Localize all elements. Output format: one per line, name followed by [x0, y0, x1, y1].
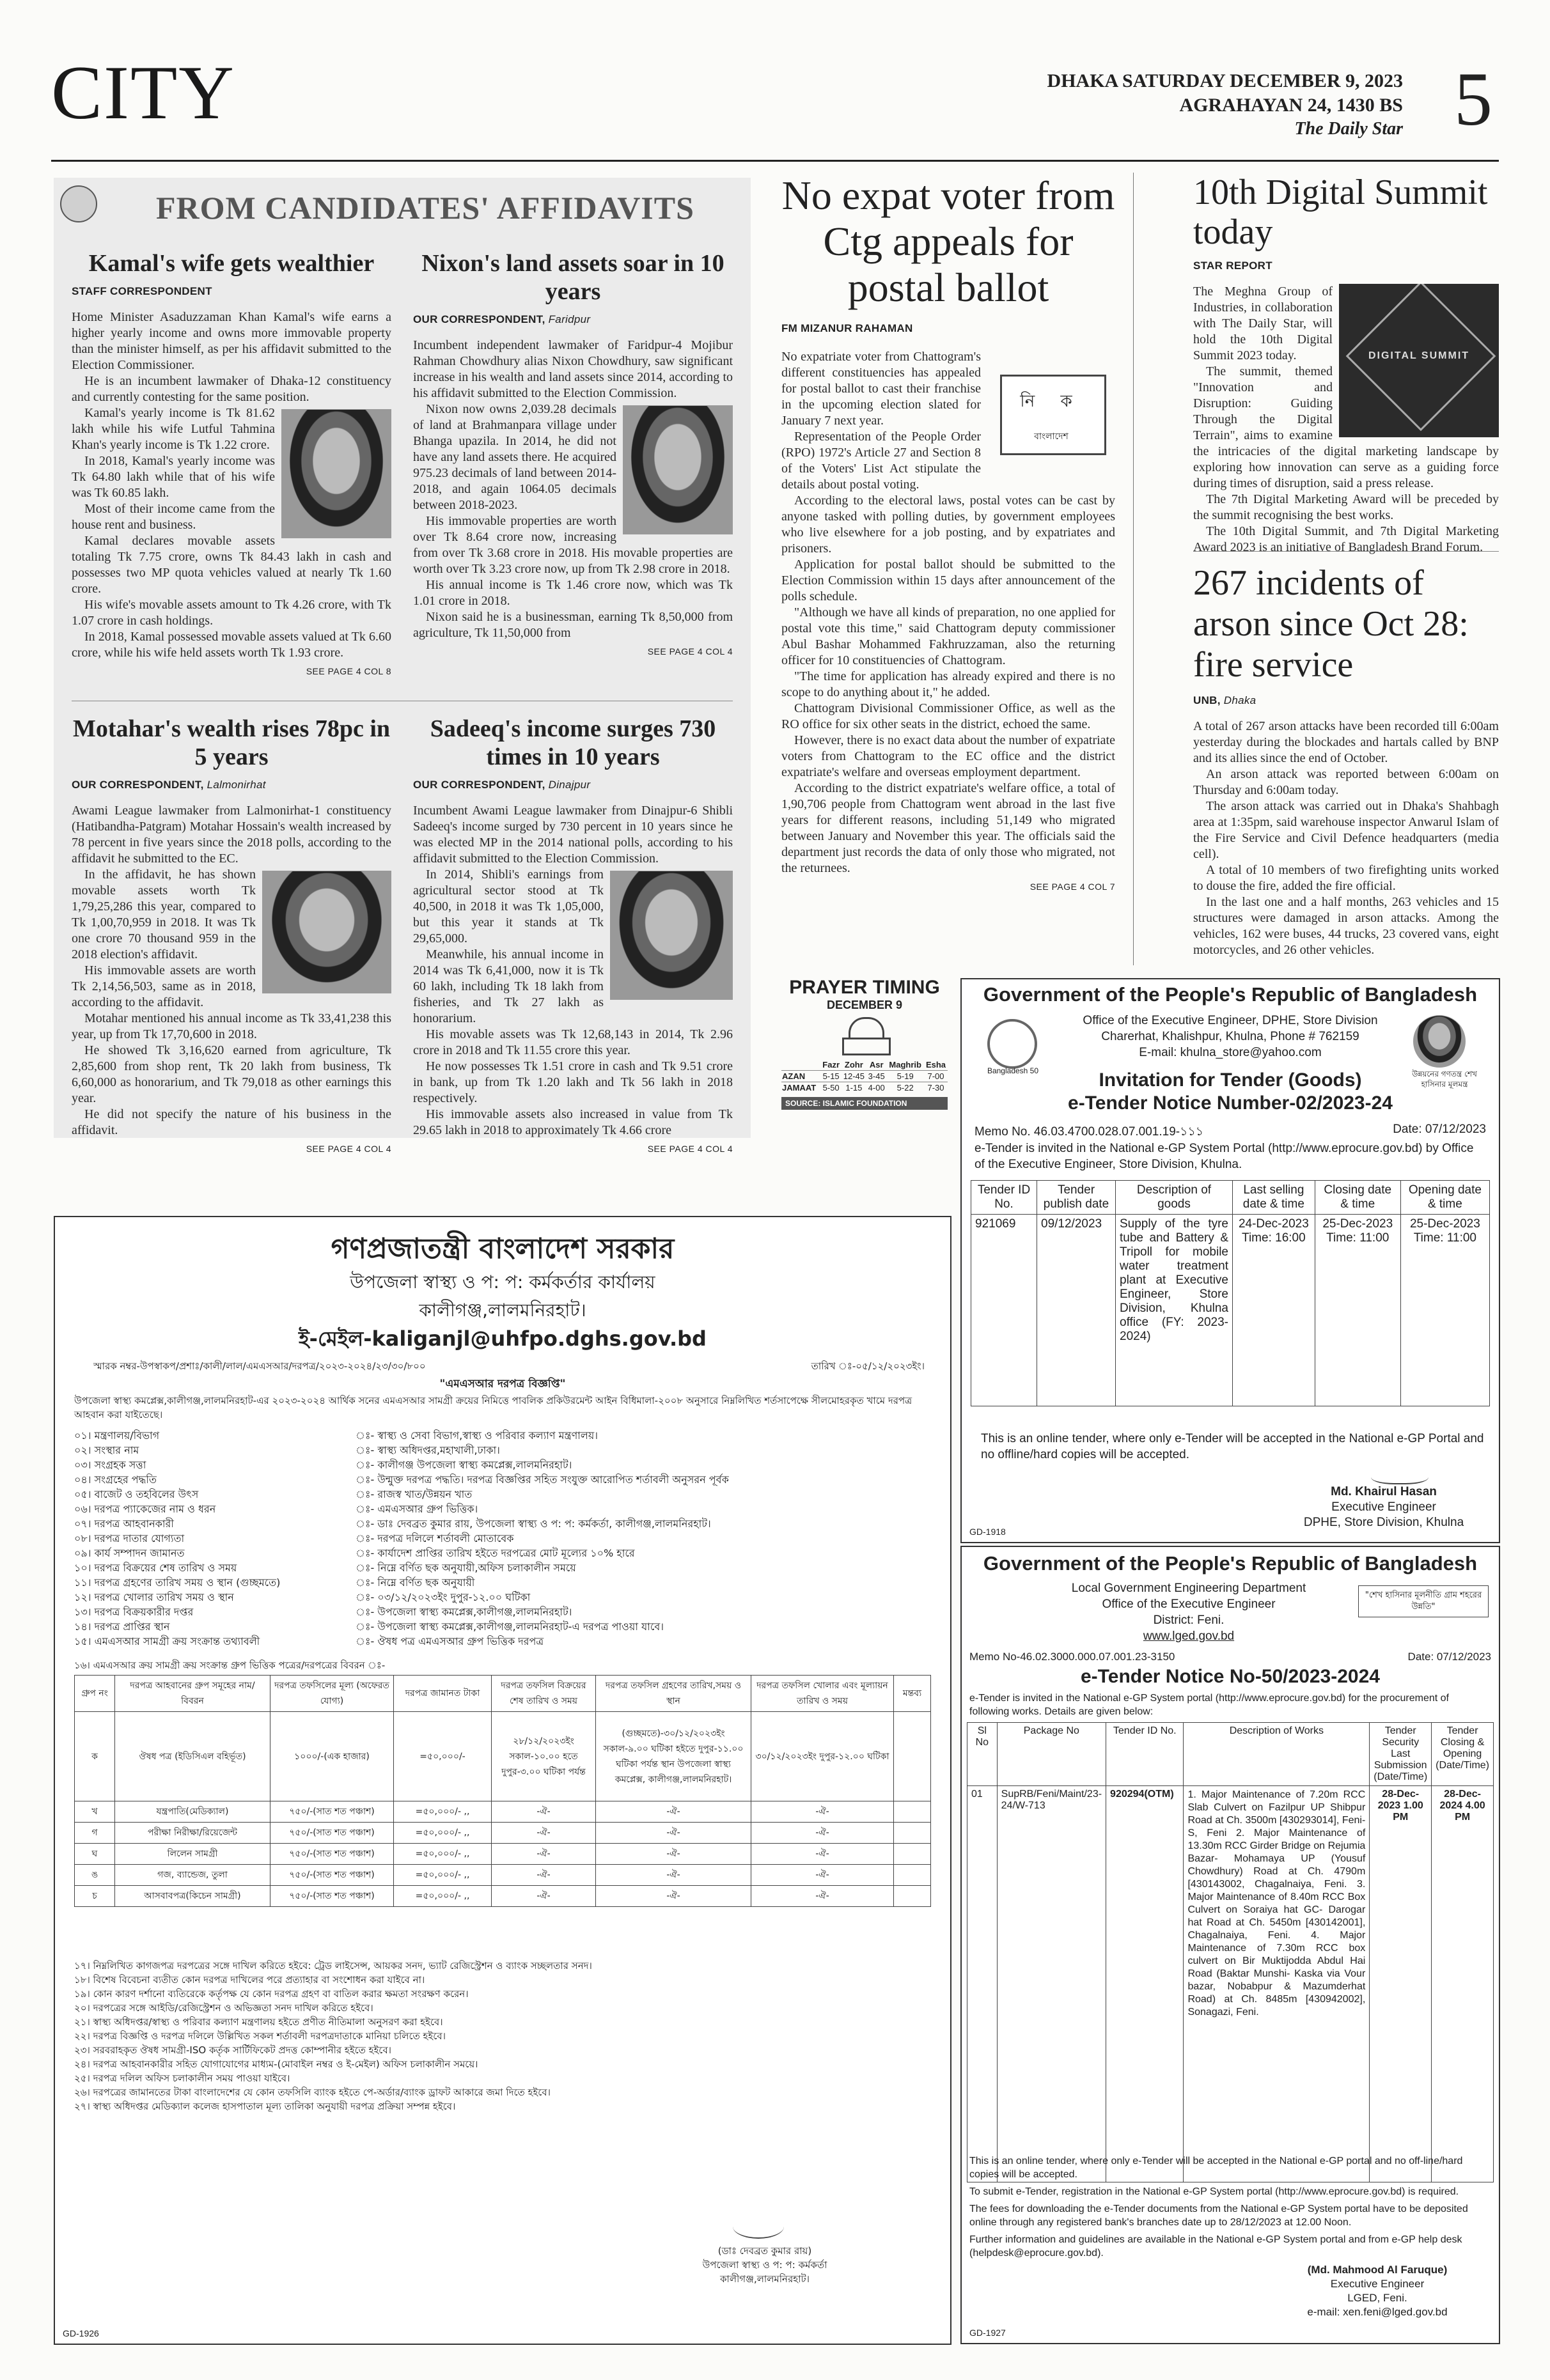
col-header: Closing date & time — [1315, 1181, 1400, 1215]
para: In the affidavit, he has shown movable assets worth Tk 1,79,25,286 this year, compared to Tk 1,00,70,959 in 2018. It was Tk one crore 70 thousand 959 in the 2018 election's affidavit. — [72, 867, 256, 961]
item-row: ০৭। দরপত্র আহবানকারী ঃ- ডাঃ দেবব্রত কুমার রায়, উপজেলা স্বাস্থ্য ও প: প: কর্মকর্তা, কালীগঞ্জ,লালমনিরহাট। — [74, 1518, 711, 1530]
para: Awami League lawmaker from Lalmonirhat-1 constituency (Hatibandha-Patgram) Motahar Hossain's wealth increased by 78 percent in five years since the 2018 polls, according to the affidavit he submitted to the EC. — [72, 804, 391, 866]
notice-title: Invitation for Tender (Goods) e-Tender Notice Number-02/2023-24 — [1068, 1069, 1393, 1114]
col-header: Tender ID No. — [1106, 1723, 1184, 1786]
para: Representation of the People Order (RPO) 1972's Article 27 and Section 8 of the Voters' List Act stipulate the details about postal voting. — [781, 430, 981, 492]
tender-cell: Supply of the tyre tube and Battery & Tripoll for mobile water treatment plant at Executive Engineer, Store Division, Khulna office (FY: 2023-2024) — [1116, 1215, 1233, 1406]
jamaat-time: 1-15 — [845, 1083, 863, 1093]
tender-table — [967, 1722, 1494, 2182]
col-header: দরপত্র তফসিল খোলার এবং মূল্যায়ন তারিখ ও সময় — [751, 1676, 894, 1712]
page-number: 5 — [1454, 56, 1492, 141]
prayer-title: PRAYER TIMING — [789, 977, 940, 998]
col-header: দরপত্র তফসিলের মূল্য (অফেরত যোগ্য) — [270, 1676, 394, 1712]
election-commission-logo — [60, 185, 97, 222]
tender-cell: SupRB/Feni/Maint/23-24/W-713 — [997, 1786, 1106, 2182]
col-header: Tender publish date — [1037, 1181, 1116, 1215]
table-row: ঘ লিলেন সামগ্রী ৭৫০/-(সাত শত পঞ্চাশ) =৫০,০০০/- ,, -ঐ- -ঐ- -ঐ- — [75, 1844, 931, 1865]
headline: No expat voter from Ctg appeals for postal ballot — [781, 173, 1115, 310]
para: In 2018, Kamal's yearly income was Tk 64.80 lakh while that of his wife was Tk 60.85 lakh. — [72, 454, 275, 500]
photo-kamal — [281, 409, 391, 538]
table-row: ঙ গজ, ব্যান্ডেজ, তুলা ৭৫০/-(সাত শত পঞ্চাশ) =৫০,০০০/- ,, -ঐ- -ঐ- -ঐ- — [75, 1865, 931, 1886]
bangla-date: AGRAHAYAN 24, 1430 BS — [1179, 95, 1403, 116]
byline: FM MIZANUR RAHAMAN — [781, 322, 913, 334]
para: Kamal declares movable assets totaling Tk 7.75 crore, owns Tk 84.43 lakh in cash and possesses two MP quota vehicles valued at nearly Tk 1.60 crore. — [72, 534, 391, 596]
para: No expatriate voter from Chattogram's different constituencies has appealed for postal ballot to cast their franchise in the upcoming election slated for January 7 next year. — [781, 350, 981, 428]
col-header: দরপত্র তফসিল বিক্রয়ের শেষ তারিখ ও সময় — [492, 1676, 596, 1712]
para: Nixon said he is a businessman, earning Tk 8,50,000 from agriculture, Tk 11,50,000 from — [413, 610, 733, 640]
col-header: Tender Security Last Submission (Date/Time) — [1370, 1723, 1432, 1786]
azan-time: 3-45 — [868, 1071, 885, 1081]
col-header: Description of goods — [1116, 1181, 1233, 1215]
jump-line[interactable]: SEE PAGE 4 COL 4 — [306, 1144, 391, 1154]
article-sadeeq — [413, 715, 733, 1154]
note: ১৯। কোন কারণ দর্শানো ব্যতিরেকে কর্তৃপক্ষ যে কোন দরপত্র গ্রহণ বা বাতিল করার ক্ষমতা সংরক্ষণ করেন। — [74, 1988, 469, 2000]
note: ১৭। নিম্নলিখিত কাগজপত্র দরপত্রের সঙ্গে দাখিল করিতে হইবে: ট্রেড লাইসেন্স, আয়কর সনদ, ভ্যাট রেজিস্ট্রেশন ও ব্যাংক সচ্ছলতার সনদ। — [74, 1960, 592, 1972]
note: ২৫। দরপত্র দলিল অফিস চলাকালীন সময় পাওয়া যাইবে। — [74, 2073, 290, 2084]
byline: OUR CORRESPONDENT, Dinajpur — [413, 779, 591, 791]
para: Nixon now owns 2,039.28 decimals of land at Brahmanpara village under Bhanga upazila. In 2014, he did not have any land assets there. He acquired 975.23 decimals of land between 2014-2018, and again 1064.05 decimals between 2018-2023. — [413, 402, 616, 512]
para: The 10th Digital Summit, and 7th Digital Marketing Award 2023 is an initiative of Bangladesh Brand Forum. — [1193, 524, 1499, 554]
section-title: CITY — [51, 50, 235, 135]
ad-line: Local Government Engineering Department — [1071, 1582, 1306, 1595]
para: Application for postal ballot should be submitted to the Election Commission within 15 days after announcement of the polls schedule. — [781, 557, 1115, 603]
ad-line: উপজেলা স্বাস্থ্য ও প: প: কর্মকর্তার কার্যালয় — [350, 1272, 655, 1293]
byline: STAR REPORT — [1193, 260, 1272, 272]
jamaat-time: 4-00 — [868, 1083, 885, 1093]
item-row: ০৮। দরপত্র দাতার যোগ্যতা ঃ- দরপত্র দলিলে শর্তাবলী মোতাবেক — [74, 1532, 514, 1544]
ad-bangla-tender — [54, 1216, 951, 2345]
para: Incumbent Awami League lawmaker from Dinajpur-6 Shibli Sadeeq's income surged by 730 percent in 10 years since he was elected MP in the 2014 national polls, according to his affidavit submitted to the Election Commission. — [413, 804, 733, 866]
item-row: ০৪। সংগ্রহের পদ্ধতি ঃ- উন্মুক্ত দরপত্র পদ্ধতি। দরপত্র বিজ্ঞপ্তির সহিত সংযুক্ত আরোপিত শর্তাবলী অনুসরন পূর্বক — [74, 1474, 729, 1486]
para: Meanwhile, his annual income in 2014 was Tk 6,41,000, now it is Tk 60 lakh, including Tk 18 lakh from fisheries, and Tk 27 lakh as honorarium. — [413, 947, 604, 1025]
item-row: ০৯। কার্য সম্পাদন জামানত ঃ- কার্যাদেশ প্রাপ্তির তারিখ হইতে দরপত্রের মোট মূল্যের ১০% হারে — [74, 1547, 635, 1559]
col-header: Description of Works — [1184, 1723, 1370, 1786]
para: Incumbent independent lawmaker of Faridpur-4 Mojibur Rahman Chowdhury alias Nixon Chowdhury, saw significant increase in his wealth and land assets since 2014, according to his affidavit submitted to the Election Commission. — [413, 338, 733, 400]
ad-code: GD-1918 — [969, 1527, 1006, 1537]
photo-nixon — [623, 405, 733, 534]
note: ১৮। বিশেষ বিবেচনা ব্যতীত কোন দরপত্র দাখিলের পরে প্রত্যাহার বা সংশোধন করা যাইবে না। — [74, 1974, 425, 1986]
prayer-timing-box — [781, 977, 948, 1143]
memo-number: স্মারক নম্বর-উপস্বাকপ/প্রশাঃ/কালী/লাল/এমএসআর/দরপত্র/২০২৩-২০২৪/২৩/৩০/৮০০ — [93, 1360, 426, 1372]
ballot-box-label: বাংলাদেশ — [1034, 432, 1069, 442]
notice-title: e-Tender Notice No-50/2023-2024 — [1081, 1666, 1380, 1687]
jamaat-time: 5-22 — [896, 1083, 914, 1093]
ad-dphe-tender — [960, 978, 1500, 1543]
tender-intro: e-Tender is invited in the National e-GP System Portal (http://www.eprocure.gov.bd) by Office of the Executive Engineer, Store Division, Khulna. — [975, 1142, 1474, 1171]
headline: Nixon's land assets soar in 10 years — [421, 250, 724, 305]
para: Most of their income came from the house rent and business. — [72, 502, 275, 532]
signer-name: Md. Khairul Hasan — [1331, 1485, 1437, 1498]
memo-number: Memo No. 46.03.4700.028.07.001.19-১১১ — [975, 1125, 1204, 1139]
col-header: Tender Closing & Opening (Date/Time) — [1432, 1723, 1494, 1786]
note: ২৪। দরপত্র আহবানকারীর সহিত যোগাযোগের মাধ্যম-(মোবাইল নম্বর ও ই-মেইল) অফিস চলাকালীন সময়ে। — [74, 2058, 478, 2070]
item-row: ০৬। দরপত্র প্যাকেজের নাম ও ধরন ঃ- এমএসআর গ্রুপ ভিত্তিক। — [74, 1503, 478, 1515]
jamaat-time: 5-50 — [822, 1083, 840, 1093]
para: "The time for application has already expired and there is no scope to do anything about it," he added. — [781, 669, 1115, 699]
item-row: ১৫। এমএসআর সামগ্রী ক্রয় সংক্রান্ত তথ্যাবলী ঃ- ঔষধ পত্র এমএসআর গ্রুপ ভিত্তিক দরপত্র — [74, 1635, 544, 1647]
azan-time: 5-15 — [822, 1071, 840, 1081]
tender-cell: 28-Dec-2023 1.00 PM — [1370, 1786, 1432, 2182]
memo-date: Date: 07/12/2023 — [1393, 1123, 1486, 1136]
para: He now possesses Tk 1.51 crore in cash and Tk 9.51 crore in bank, up from Tk 1.20 lakh and Tk 56 lakh in 2018 respectively. — [413, 1059, 733, 1105]
prayer-table — [781, 1059, 948, 1093]
summit-poster — [1339, 284, 1499, 437]
col-header: গ্রুপ নং — [75, 1676, 115, 1712]
article-expat-voter — [781, 173, 1115, 892]
jamaat-label: JAMAAT — [782, 1083, 817, 1093]
para: His wife's movable assets amount to Tk 4.26 crore, with Tk 1.07 crore in cash holdings. — [72, 598, 391, 628]
col-header: Sl No — [967, 1723, 998, 1786]
col-header: দরপত্র জামানত টাকা — [394, 1676, 492, 1712]
prayer-source: SOURCE: ISLAMIC FOUNDATION — [781, 1097, 948, 1110]
note: ২১। স্বাস্থ্য অধিদপ্তর/স্বাস্থ্য ও পরিবার কল্যাণ মন্ত্রণালয় হইতে প্রণীত নীতিমালা অনুসরণ করা হইবে। — [74, 2016, 443, 2028]
article-kamal — [72, 249, 391, 676]
azan-time: 5-19 — [896, 1071, 914, 1081]
tender-cell: 28-Dec-2024 4.00 PM — [1432, 1786, 1494, 2182]
headline: 10th Digital Summit today — [1193, 173, 1488, 252]
para: He is an incumbent lawmaker of Dhaka-12 constituency and currently contesting for the same position. — [72, 374, 391, 404]
ad-intro: উপজেলা স্বাস্থ্য কমপ্লেক্স,কালীগঞ্জ,লালমনিরহাট-এর ২০২৩-২০২৪ আর্থিক সনের এমএসআর সামগ্রী ক্রয়ের নিমিত্তে পাবলিক প্রকিউরমেন্ট আইন বিধিমালা-২০০৮ অনুসারে নিম্নলিখিত শর্তসাপেক্ষে সীলমোহরকৃত খামে দরপত্র আহবান করা যাইতেছে। — [74, 1395, 912, 1420]
para: The Meghna Group of Industries, in collaboration with The Daily Star, will hold the 10th Digital Summit 2023 today. — [1193, 284, 1333, 362]
website-link[interactable]: www.lged.gov.bd — [1143, 1629, 1235, 1643]
para: A total of 267 arson attacks have been recorded till 6:00am yesterday during the blockades and hartals called by BNP and its allies since the end of October. — [1193, 719, 1499, 765]
jump-line[interactable]: SEE PAGE 4 COL 4 — [647, 646, 733, 657]
azan-time: 12-45 — [843, 1071, 865, 1081]
ad-lged-tender — [960, 1546, 1500, 2344]
ballot-box-graphic — [987, 349, 1115, 477]
signature — [733, 2214, 784, 2239]
para: Home Minister Asaduzzaman Khan Kamal's wife earns a higher yearly income and owns more immovable property than the minister himself, as per his affidavit submitted to the Election Commissioner. — [72, 310, 391, 372]
table-row: খ যন্ত্রপাতি(মেডিক্যাল) ৭৫০/-(সাত শত পঞ্চাশ) =৫০,০০০/- ,, -ঐ- -ঐ- -ঐ- — [75, 1801, 931, 1823]
tender-footer: This is an online tender, where only e-Tender will be accepted in the National e-GP Portal and no offline/hard copies will be accepted. — [981, 1432, 1484, 1461]
mosque-icon — [839, 1017, 890, 1055]
tender-cell: 1. Major Maintenance of 7.20m RCC Slab Culvert on Fazilpur UP Shibpur Road at Ch. 3500m [430293014], Feni-S, Feni 2. Major Maintenance of 13.30m RCC Girder Bridge on Rejumia Bazar- Mohamaya UP (Yousuf Chowdhury) Road at Ch. 4790m [430143002, Chagalnaiya, Feni. 3. Major Maintenance of 8.40m RCC Box Culvert on Soraiya hat GC- Darogar hat Road at Ch. 5450m [430142001], Chagalnaiya, Feni. 4. Major Maintenance of 7.30m RCC box culvert on Bir Muktijodda Abdul Hai Road (Baktar Munshi- Kaska via Vour bazar, Nobabpur & Mazumderhat Road) at Ch. 8485m [430942002], Sonagazi, Feni. — [1184, 1786, 1370, 2182]
poster-title: DIGITAL SUMMIT — [1368, 350, 1470, 361]
note: ২৭। স্বাস্থ্য অধিদপ্তর মেডিক্যাল কলেজ হাসপাতাল মূল্য তালিকা অনুযায়ী দরপত্র প্রক্রিয়া সম্পন্ন হইবে। — [74, 2101, 456, 2112]
ad-title: Government of the People's Republic of Bangladesh — [983, 1552, 1478, 1575]
bangladesh-50-logo: Bangladesh 50 — [975, 1013, 1051, 1083]
col-header: Package No — [997, 1723, 1106, 1786]
para: In the last one and a half months, 263 vehicles and 15 structures were damaged in arson attacks. Among the vehicles, 162 were buses, 44 trucks, 23 covered vans, eight motorcycles, and 26 other vehicles. — [1193, 895, 1499, 957]
azan-time: 7-00 — [927, 1071, 944, 1081]
para: His immovable assets also increased in value from Tk 29.65 lakh in 2018 to approximately Tk 4.66 crore — [413, 1107, 733, 1137]
item-row: ১০। দরপত্র বিক্রয়ের শেষ তারিখ ও সময় ঃ- নিম্নে বর্ণিত ছক অনুযায়ী,অফিস চলাকালীন সময়ে — [74, 1562, 576, 1574]
memo-number: Memo No-46.02.3000.000.07.001.23-3150 — [969, 1651, 1175, 1663]
signer-office: LGED, Feni. — [1347, 2292, 1407, 2304]
prayer-header: Fazr — [822, 1060, 840, 1069]
ad-line: Charerhat, Khalishpur, Khulna, Phone # 762159 — [1101, 1030, 1359, 1043]
article-divider — [1193, 551, 1499, 552]
bn-tender-table — [74, 1675, 931, 1907]
column-rule — [1133, 173, 1134, 965]
affidavits-banner: FROM CANDIDATES' AFFIDAVITS — [156, 190, 694, 226]
note: ২০। দরপত্রের সঙ্গে আইডি/রেজিস্ট্রেশন ও অভিজ্ঞতা সনদ দাখিল করিতে হইবে। — [74, 2002, 373, 2014]
note: ২২। দরপত্র বিজ্ঞপ্তি ও দরপত্র দলিলে উল্লিখিত সকল শর্তাবলী দরপত্রদাতাকে মানিয়া চলিতে হইবে। — [74, 2030, 446, 2042]
jamaat-time: 7-30 — [927, 1083, 944, 1093]
ad-line: কালীগঞ্জ,লালমনিরহাট। — [419, 1300, 586, 1321]
jump-line[interactable]: SEE PAGE 4 COL 4 — [647, 1144, 733, 1154]
paper-name: The Daily Star — [1294, 119, 1403, 139]
signer-title: Executive Engineer — [1331, 1500, 1436, 1514]
note: This is an online tender, where only e-Tender will be accepted in the National e-GP portal and no off-line/hard copies will be accepted. — [969, 2156, 1463, 2180]
para: The arson attack was carried out in Dhaka's Shahbagh area at 1:35pm, said warehouse inspector Anwarul Islam of the Fire Service and Civil Defence headquarters (media cell). — [1193, 799, 1499, 861]
azan-label: AZAN — [782, 1071, 806, 1081]
email-line[interactable]: ই-মেইল-kaliganjl@uhfpo.dghs.gov.bd — [299, 1326, 707, 1351]
memo-date: তারিখ ঃ-০৫/১২/২০২৩ইং। — [811, 1360, 925, 1372]
headline: 267 incidents of arson since Oct 28: fire service — [1193, 563, 1469, 685]
tender-cell: 24-Dec-2023 Time: 16:00 — [1233, 1215, 1315, 1406]
tender-cell: 25-Dec-2023 Time: 11:00 — [1315, 1215, 1400, 1406]
byline: OUR CORRESPONDENT, Faridpur — [413, 313, 591, 325]
byline: STAFF CORRESPONDENT — [72, 285, 212, 297]
signer-office: DPHE, Store Division, Khulna — [1303, 1516, 1464, 1529]
headline: Sadeeq's income surges 730 times in 10 years — [430, 715, 716, 770]
para: He did not specify the nature of his business in the affidavit. — [72, 1107, 391, 1137]
photo-sadeeq — [610, 871, 733, 1000]
col-header: Last selling date & time — [1233, 1181, 1315, 1215]
article-nixon — [413, 249, 733, 657]
ad-heading: "এমএসআর দরপত্র বিজ্ঞপ্তি" — [439, 1378, 566, 1390]
col-header: মন্তব্য — [894, 1676, 931, 1712]
tender-cell: 920294(OTM) — [1106, 1786, 1184, 2182]
ad-line: Office of the Executive Engineer, DPHE, Store Division — [1083, 1014, 1378, 1027]
note: ২৩। সরবরাহকৃত ঔষধ সামগ্রী-ISO কর্তৃক সার্টিফিকেট প্রদত্ত কোম্পানীর হইতে হইবে। — [74, 2044, 392, 2056]
para: The summit, themed "Innovation and Disruption: Guiding Through the Digital Terrain", aims to examine the intricacies of the digital marketing landscape by exploring how innovation can serve as a guiding force during times of disruption, said a press release. — [1193, 364, 1499, 490]
col-header: দরপত্র তফসিল গ্রহণের তারিখ,সময় ও স্থান — [596, 1676, 751, 1712]
tender-cell: 01 — [967, 1786, 998, 2182]
para: The 7th Digital Marketing Award will be preceded by the summit recognising the best works. — [1193, 492, 1499, 522]
quote-box: "শেখ হাসিনার মূলনীতি গ্রাম শহরের উন্নতি" — [1358, 1585, 1489, 1617]
table-row: চ আসবাবপত্র(কিচেন সামগ্রী) ৭৫০/-(সাত শত পঞ্চাশ) =৫০,০০০/- ,, -ঐ- -ঐ- -ঐ- — [75, 1886, 931, 1907]
byline: OUR CORRESPONDENT, Lalmonirhat — [72, 779, 266, 791]
leader-portrait — [1413, 1015, 1466, 1068]
col-header: দরপত্র আহবানের গ্রুপ সমূহের নাম/বিবরন — [115, 1676, 270, 1712]
prayer-header: Zohr — [844, 1060, 863, 1069]
signer-name: (Md. Mahmood Al Faruque) — [1307, 2264, 1448, 2276]
note: To submit e-Tender, registration in the National e-GP System portal (http://www.eprocure.gov.bd) is required. — [969, 2186, 1459, 2197]
dateline: DHAKA SATURDAY DECEMBER 9, 2023 — [1047, 70, 1403, 91]
para: His movable assets was Tk 12,68,143 in 2014, Tk 2.96 crore in 2018 and Tk 11.55 crore this year. — [413, 1027, 733, 1057]
para: According to the district expatriate's welfare office, a total of 1,90,706 people from Chattogram went abroad in the last five years for different reasons, including 51,149 who migrated between January and November this year. The officials said the department just records the data of only those who migrated, not the returnees. — [781, 781, 1115, 875]
item-row: ১৩। দরপত্র বিক্রয়কারীর দপ্তর ঃ- উপজেলা স্বাস্থ্য কমপ্লেক্স,কালীগঞ্জ,লালমনিরহাট। — [74, 1606, 572, 1618]
note: ২৬। দরপত্রের জামানতের টাকা বাংলাদেশের যে কোন তফসিলি ব্যাংক হইতে পে-অর্ডার/ব্যাংক ড্রাফট আকারে জমা দিতে হইবে। — [74, 2087, 551, 2098]
masthead — [51, 45, 1499, 153]
table-row: ক ঔষধ পত্র (ইডিসিএল বহির্ভূত) ১০০০/-(এক হাজার) =৫০,০০০/- ২৮/১২/২০২৩ইং সকাল-১০.০০ হতে দুপুর-৩.০০ ঘটিকা পর্যন্ত (গুচ্ছমতে)-৩০/১২/২০২৩ইং সকাল-৯.০০ ঘটিকা হইতে দুপুর-১১.০০ ঘটিকা পর্যন্ত স্থান উপজেলা স্বাস্থ্য কমপ্লেক্স, কালীগঞ্জ,লালমনিরহাট। ৩০/১২/২০২৩ইং দুপুর-১২.০০ ঘটিকা — [75, 1712, 931, 1801]
table-row: গ পরীক্ষা নিরীক্ষা/রিয়েজেন্ট ৭৫০/-(সাত শত পঞ্চাশ) =৫০,০০০/- ,, -ঐ- -ঐ- -ঐ- — [75, 1823, 931, 1844]
item-row: ১৪। দরপত্র প্রাপ্তির স্থান ঃ- উপজেলা স্বাস্থ্য কমপ্লেক্স,কালীগঞ্জ,লালমনিরহাট-এ দরপত্র পাওয়া যাবে। — [74, 1621, 664, 1633]
ad-line: E-mail: khulna_store@yahoo.com — [1139, 1046, 1322, 1059]
tender-cell: 09/12/2023 — [1037, 1215, 1116, 1406]
article-arson — [1193, 563, 1499, 958]
item-row: ১২। দরপত্র খোলার তারিখ সময় ও স্থান ঃ- ০৩/১২/২০২৩ইং দুপুর-১২.০০ ঘটিকা — [74, 1591, 531, 1603]
para: His immovable assets are worth Tk 2,14,56,503, same as in 2018, according to the affidavit. — [72, 963, 256, 1009]
para: However, there is no exact data about the number of expatriate voters from Chattogram to the EC office and the district expatriate's welfare and overseas employment department. — [781, 733, 1115, 779]
headline: Motahar's wealth rises 78pc in 5 years — [72, 715, 391, 770]
ballot-box-text: নি ক — [1020, 392, 1083, 411]
para: In 2014, Shibli's earnings from agricultural sector stood at Tk 40,500, in 2018 it was Tk 1,05,000, but this year it stands at Tk 29,65,000. — [413, 867, 604, 945]
item-row: ১১। দরপত্র গ্রহণের তারিখ সময় ও স্থান (গুচ্ছমতে) ঃ- নিম্নে বর্ণিত ছক অনুযায়ী — [74, 1576, 475, 1589]
para: According to the electoral laws, postal votes can be cast by anyone tasked with polling duties, by government employees who live elsewhere for a job posting, and by expatriates and prisoners. — [781, 494, 1115, 556]
para: "Although we have all kinds of preparation, no one applied for postal vote this time," said Chattogram deputy commissioner Abul Bashar Mohammed Fakhruzzaman, also the returning officer for 10 constituencies of Chattogram. — [781, 605, 1115, 667]
photo-motahar — [262, 871, 391, 993]
item-row: ০৩। সংগ্রহক সত্তা ঃ- কালীগঞ্জ উপজেলা স্বাস্থ্য কমপ্লেক্স,লালমনিরহাট। — [74, 1459, 572, 1471]
table-caption: ১৬। এমএসআর ক্রয় সামগ্রী ক্রয় সংক্রান্ত গ্রুপ ভিত্তিক পত্রের/দরপত্রের বিবরন ঃ- — [74, 1660, 386, 1671]
ad-items — [74, 1428, 931, 1649]
col-header: Opening date & time — [1400, 1181, 1489, 1215]
tender-cell: 25-Dec-2023 Time: 11:00 — [1400, 1215, 1489, 1406]
para: His immovable properties are worth over Tk 8.64 crore now, increasing from over Tk 3.68 crore in 2018. His movable properties are worth over Tk 3.23 crore now, up from Tk 2.98 crore in 2018. — [413, 514, 733, 576]
para: An arson attack was reported between 6:00am on Thursday and 6:00am today. — [1193, 767, 1499, 797]
ad-line: Office of the Executive Engineer — [1102, 1598, 1276, 1611]
tender-intro: e-Tender is invited in the National e-GP System portal (http://www.eprocure.gov.bd) for the procurement of following works. Details are given below: — [969, 1693, 1449, 1717]
ad-line: District: Feni. — [1153, 1614, 1225, 1627]
para: In 2018, Kamal possessed movable assets valued at Tk 6.60 crore, while his wife held assets worth Tk 1.93 crore. — [72, 630, 391, 660]
tender-cell: 921069 — [971, 1215, 1037, 1406]
caption-bn: উন্নয়নের গণতন্ত্র শেখ হাসিনার মূলমন্ত্র — [1412, 1069, 1477, 1089]
item-row: ০২। সংস্থার নাম ঃ- স্বাস্থ্য অধিদপ্তর,মহাখালী,ঢাকা। — [74, 1444, 500, 1456]
ad-code: GD-1926 — [63, 2328, 99, 2338]
prayer-header: Maghrib — [889, 1060, 921, 1069]
ad-notes — [74, 1959, 931, 2113]
para: His annual income is Tk 1.46 crore now, which was Tk 1.01 crore in 2018. — [413, 578, 733, 608]
item-row: ০৫। বাজেট ও তহবিলের উৎস ঃ- রাজস্ব খাত/উন্নয়ন খাত — [74, 1488, 473, 1500]
tender-table — [971, 1180, 1490, 1406]
para: Motahar mentioned his annual income as Tk 33,41,238 this year, up from Tk 17,70,600 in 2018. — [72, 1011, 391, 1041]
signer-title: উপজেলা স্বাস্থ্য ও প: প: কর্মকর্তা — [702, 2259, 827, 2271]
signature — [1371, 1466, 1429, 1484]
item-row: ০১। মন্ত্রণালয়/বিভাগ ঃ- স্বাস্থ্য ও সেবা বিভাগ,স্বাস্থ্য ও পরিবার কল্যাণ মন্ত্রণালয়। — [74, 1429, 598, 1442]
jump-line[interactable]: SEE PAGE 4 COL 8 — [306, 666, 391, 676]
para: Kamal's yearly income is Tk 81.62 lakh while his wife Lutful Tahmina Khan's yearly income is Tk 1.22 crore. — [72, 406, 275, 452]
jump-line[interactable]: SEE PAGE 4 COL 7 — [1029, 882, 1115, 892]
byline: UNB, Dhaka — [1193, 694, 1256, 706]
masthead-rule — [51, 160, 1499, 162]
headline: Kamal's wife gets wealthier — [88, 250, 375, 277]
prayer-date: DECEMBER 9 — [826, 999, 903, 1011]
note: The fees for downloading the e-Tender documents from the National e-GP System portal have to be deposited online through any registered bank's branches date up to 28/12/2023 at 12.00 Noon. — [969, 2204, 1468, 2228]
ad-title: Government of the People's Republic of Bangladesh — [983, 983, 1478, 1006]
para: A total of 10 members of two firefighting units worked to douse the fire, added the fire official. — [1193, 863, 1499, 893]
prayer-header: Esha — [925, 1060, 946, 1069]
article-motahar — [72, 715, 391, 1154]
ad-code: GD-1927 — [969, 2328, 1006, 2338]
article-digital-summit — [1193, 173, 1499, 556]
note: Further information and guidelines are available in the National e-GP System portal and from e-GP help desk (helpdesk@eprocure.gov.bd). — [969, 2234, 1462, 2259]
signer-office: কালীগঞ্জ,লালমনিরহাট। — [719, 2273, 810, 2285]
ad-title: গণপ্রজাতন্ত্রী বাংলাদেশ সরকার — [331, 1233, 675, 1265]
prayer-header: Asr — [869, 1060, 884, 1069]
signer-name: (ডাঃ দেবব্রত কুমার রায়) — [717, 2245, 812, 2257]
affidavits-section — [54, 178, 751, 1154]
col-header: Tender ID No. — [971, 1181, 1037, 1215]
memo-date: Date: 07/12/2023 — [1407, 1651, 1491, 1663]
signer-title: Executive Engineer — [1330, 2278, 1425, 2290]
email-link[interactable]: e-mail: xen.feni@lged.gov.bd — [1307, 2306, 1448, 2318]
para: He showed Tk 3,16,620 earned from agriculture, Tk 2,85,600 from shop rent, Tk 20 lakh from business, Tk 6,60,000 as honorarium, and Tk 79,018 as other earnings this year. — [72, 1043, 391, 1105]
para: Chattogram Divisional Commissioner Office, as well as the RO office for six other seats in the district, echoed the same. — [781, 701, 1115, 731]
